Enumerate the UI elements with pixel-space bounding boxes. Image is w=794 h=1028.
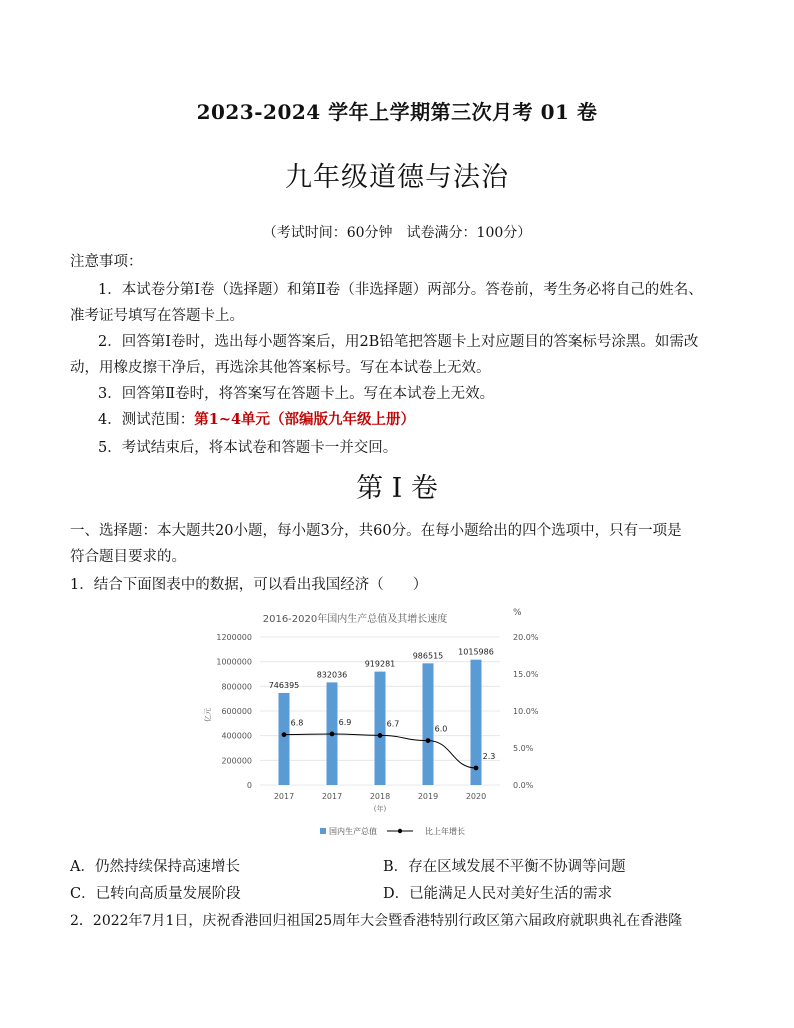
q1-option-b: B．存在区域发展不平衡不协调等问题 [383, 859, 626, 875]
legend-line-marker [398, 829, 402, 833]
note-item-5: 5．考试结束后，将本试卷和答题卡一并交回。 [98, 440, 398, 456]
gdp-chart [200, 600, 560, 845]
chart-x-tick: 2017 [273, 792, 295, 801]
chart-x-tick: 2019 [417, 792, 439, 801]
chart-growth-point [282, 732, 287, 737]
chart-y-tick: 600000 [221, 707, 252, 716]
note-item-1: 1．本试卷分第Ⅰ卷（选择题）和第Ⅱ卷（非选择题）两部分。答卷前，考生务必将自己的姓名、 [98, 282, 703, 298]
note-item-3: 3．回答第Ⅱ卷时，将答案写在答题卡上。写在本试卷上无效。 [98, 386, 495, 402]
chart-bar [279, 693, 290, 785]
legend-gdp: 国内生产总值 [329, 827, 377, 836]
chart-y-tick: 800000 [221, 682, 252, 692]
chart-growth-label: 6.7 [386, 719, 400, 729]
chart-growth-point [378, 733, 383, 738]
chart-x-label: (年) [373, 805, 387, 813]
q1-option-c: C．已转向高质量发展阶段 [70, 886, 241, 902]
chart-x-tick: 2020 [465, 792, 487, 801]
chart-bar [423, 663, 434, 785]
chart-growth-point [330, 732, 335, 737]
gdp-chart-svg [200, 600, 560, 845]
legend-growth: 比上年增长 [425, 827, 465, 836]
chart-y2-tick: 10.0% [513, 707, 539, 716]
question-2-stem: 2．2022年7月1日，庆祝香港回归祖国25周年大会暨香港特别行政区第六届政府就职典礼在香港隆 [70, 913, 683, 929]
chart-y-tick: 1200000 [216, 633, 252, 642]
exam-title: 2023-2024 学年上学期第三次月考 01 卷 [196, 100, 598, 124]
chart-title: 2016-2020年国内生产总值及其增长速度 [262, 614, 448, 625]
test-range: 第1~4单元（部编版九年级上册） [194, 411, 416, 428]
q1-option-a: A．仍然持续保持高速增长 [70, 859, 240, 875]
chart-growth-point [474, 766, 479, 771]
note-item-2: 2．回答第Ⅰ卷时，选出每小题答案后，用2B铅笔把答题卡上对应题目的答案标号涂黑。如需改 [98, 334, 699, 350]
chart-y2-label: % [513, 608, 522, 618]
chart-y2-tick: 15.0% [513, 670, 539, 679]
chart-x-tick: 2017 [321, 792, 343, 801]
subject-title: 九年级道德与法治 [285, 162, 509, 193]
chart-y-tick: 400000 [221, 731, 252, 741]
chart-y-tick: 1000000 [216, 657, 252, 667]
section-title: 第 I 卷 [356, 473, 438, 504]
note-item-4-prefix: 4．测试范围： [98, 412, 195, 428]
chart-y-label: 亿元 [204, 708, 212, 722]
chart-bar-label: 1015986 [458, 647, 494, 657]
chart-growth-label: 6.8 [290, 718, 304, 728]
legend-bar-swatch [320, 828, 326, 834]
chart-y-tick: 200000 [221, 756, 252, 766]
chart-bar [375, 672, 386, 785]
chart-growth-label: 2.3 [482, 751, 496, 761]
chart-growth-label: 6.9 [338, 717, 352, 727]
chart-bar-label: 986515 [412, 651, 444, 661]
chart-growth-label: 6.0 [434, 724, 448, 734]
chart-y-tick: 0 [246, 781, 252, 790]
chart-bar-label: 832036 [316, 670, 348, 680]
notes-heading: 注意事项： [70, 254, 143, 270]
chart-y2-tick: 5.0% [513, 744, 534, 753]
chart-x-tick: 2018 [369, 792, 391, 801]
note-item-2-cont: 动，用橡皮擦干净后，再选涂其他答案标号。写在本试卷上无效。 [70, 360, 491, 376]
chart-y2-tick: 0.0% [513, 781, 534, 790]
note-item-4 [98, 407, 738, 433]
q1-option-d: D．已能满足人民对美好生活的需求 [383, 886, 613, 902]
note-item-1-cont: 准考证号填写在答题卡上。 [70, 308, 244, 324]
chart-bar-label: 919281 [364, 659, 396, 669]
question-1-stem: 1．结合下面图表中的数据，可以看出我国经济（ ） [70, 577, 428, 593]
exam-info: （考试时间：60分钟 试卷满分：100分） [262, 225, 532, 241]
section-instructions: 一、选择题：本大题共20小题，每小题3分，共60分。在每小题给出的四个选项中，只有一项是 [70, 523, 682, 539]
chart-bar-label: 746395 [268, 680, 300, 690]
chart-growth-point [426, 738, 431, 743]
chart-y2-tick: 20.0% [513, 633, 539, 642]
section-instructions-cont: 符合题目要求的。 [70, 549, 186, 565]
